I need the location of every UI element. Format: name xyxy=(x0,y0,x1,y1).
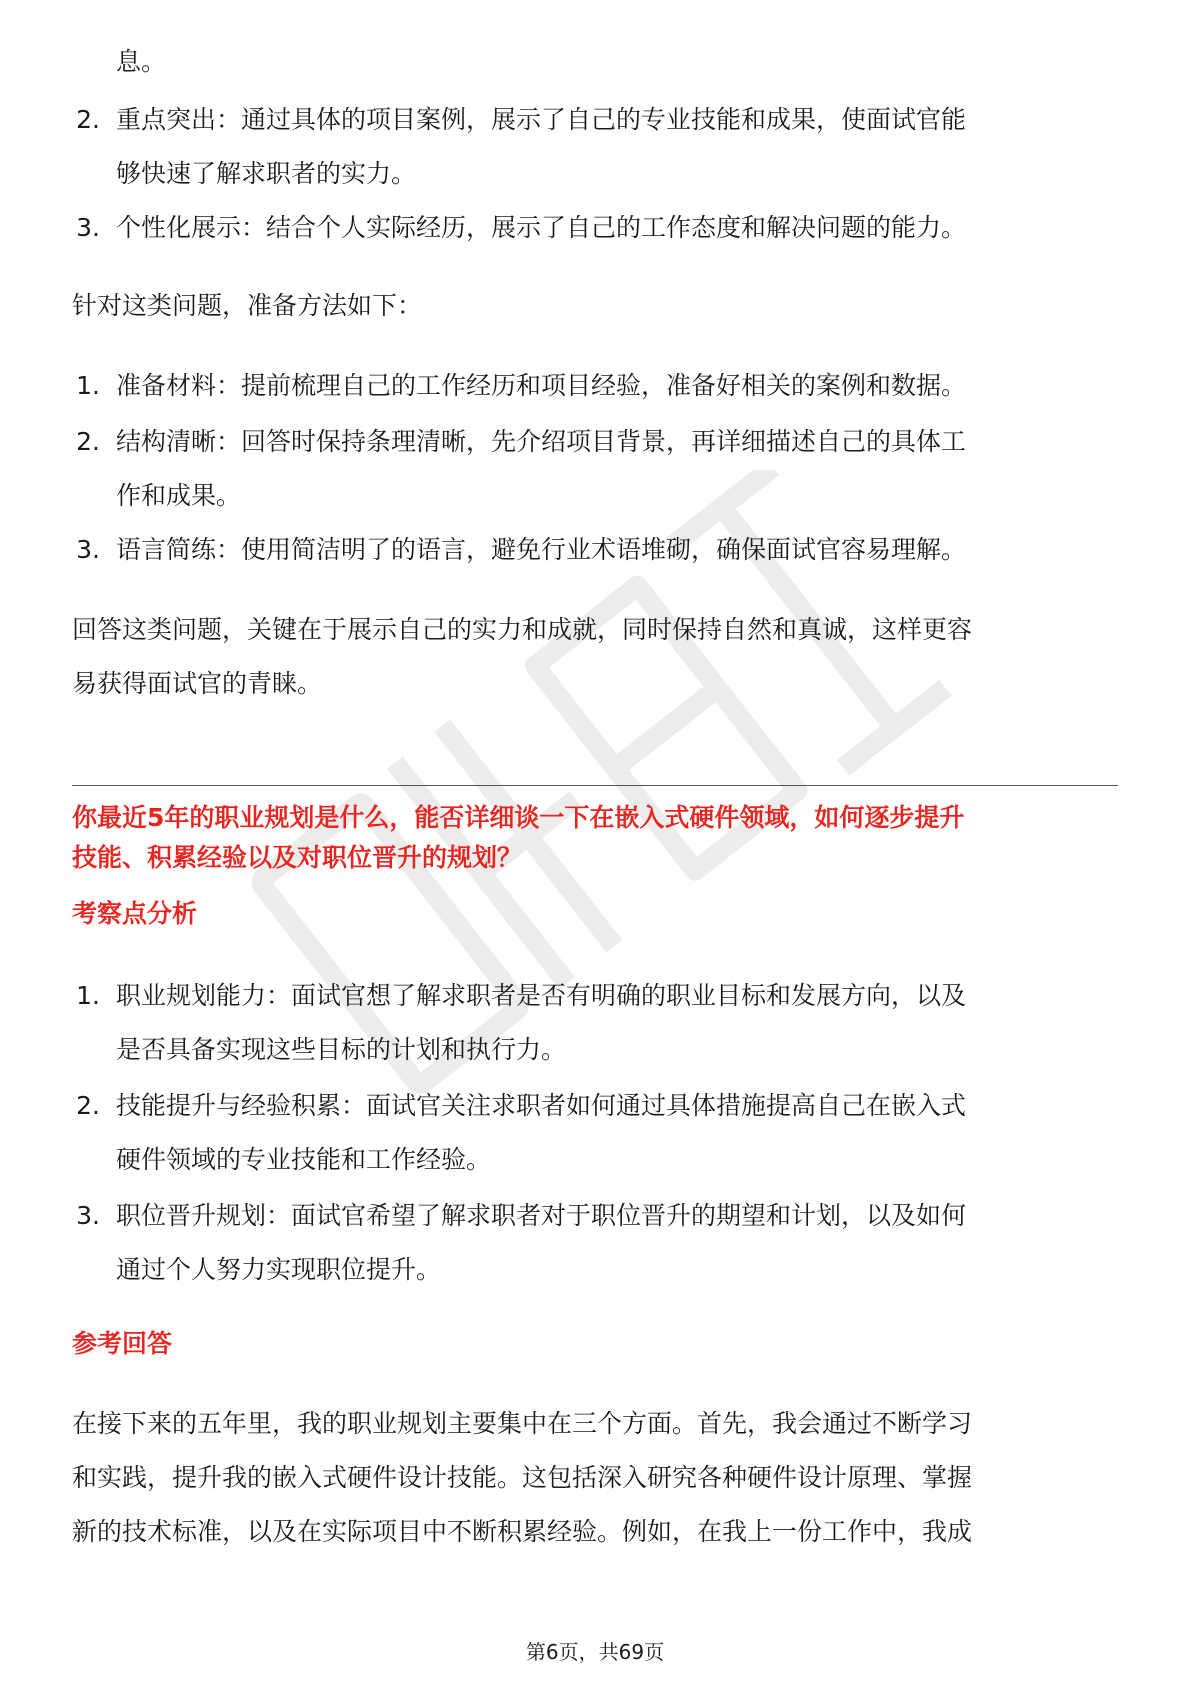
list-number: 2. xyxy=(76,427,100,456)
list-item-text: 结构清晰：回答时保持条理清晰，先介绍项目背景，再详细描述自己的具体工 xyxy=(116,427,967,456)
list-number: 2. xyxy=(76,105,100,134)
list-item-text: 准备材料：提前梳理自己的工作经历和项目经验，准备好相关的案例和数据。 xyxy=(116,371,967,400)
list-item-text: 硬件领域的专业技能和工作经验。 xyxy=(116,1145,492,1174)
answer-text: 和实践，提升我的嵌入式硬件设计技能。这包括深入研究各种硬件设计原理、掌握 xyxy=(72,1463,973,1492)
conclusion-text: 易获得面试官的青睐。 xyxy=(72,669,323,698)
page-number: 第6页，共69页 xyxy=(525,1640,665,1664)
list-item-text: 够快速了解求职者的实力。 xyxy=(116,159,417,188)
list-item-text: 通过个人努力实现职位提升。 xyxy=(116,1255,442,1284)
list-item-text: 语言简练：使用简洁明了的语言，避免行业术语堆砌，确保面试官容易理解。 xyxy=(116,535,967,564)
list-item-text: 重点突出：通过具体的项目案例，展示了自己的专业技能和成果，使面试官能 xyxy=(116,105,967,134)
list-item-text: 个性化展示：结合个人实际经历，展示了自己的工作态度和解决问题的能力。 xyxy=(116,213,967,242)
answer-text: 在接下来的五年里，我的职业规划主要集中在三个方面。首先，我会通过不断学习 xyxy=(72,1409,973,1438)
analysis-heading: 考察点分析 xyxy=(72,899,198,928)
list-number: 1. xyxy=(76,981,100,1010)
continued-text: 息。 xyxy=(116,47,167,76)
list-number: 2. xyxy=(76,1091,100,1120)
list-number: 3. xyxy=(76,213,100,242)
list-item-text: 职位晋升规划：面试官希望了解求职者对于职位晋升的期望和计划，以及如何 xyxy=(116,1201,967,1230)
section-divider xyxy=(72,785,1118,786)
answer-heading: 参考回答 xyxy=(72,1329,173,1358)
question-heading: 技能、积累经验以及对职位晋升的规划？ xyxy=(72,843,523,872)
list-number: 3. xyxy=(76,1201,100,1230)
list-number: 1. xyxy=(76,371,100,400)
list-item-text: 作和成果。 xyxy=(116,481,242,510)
answer-text: 新的技术标准，以及在实际项目中不断积累经验。例如，在我上一份工作中，我成 xyxy=(72,1517,973,1546)
list-item-text: 是否具备实现这些目标的计划和执行力。 xyxy=(116,1035,567,1064)
list-item-text: 职业规划能力：面试官想了解求职者是否有明确的职业目标和发展方向，以及 xyxy=(116,981,967,1010)
question-heading: 你最近5年的职业规划是什么，能否详细谈一下在嵌入式硬件领域，如何逐步提升 xyxy=(72,803,965,832)
list-number: 3. xyxy=(76,535,100,564)
list-item-text: 技能提升与经验积累：面试官关注求职者如何通过具体措施提高自己在嵌入式 xyxy=(116,1091,967,1120)
prep-intro-text: 针对这类问题，准备方法如下： xyxy=(72,291,423,320)
conclusion-text: 回答这类问题，关键在于展示自己的实力和成就，同时保持自然和真诚，这样更容 xyxy=(72,615,973,644)
